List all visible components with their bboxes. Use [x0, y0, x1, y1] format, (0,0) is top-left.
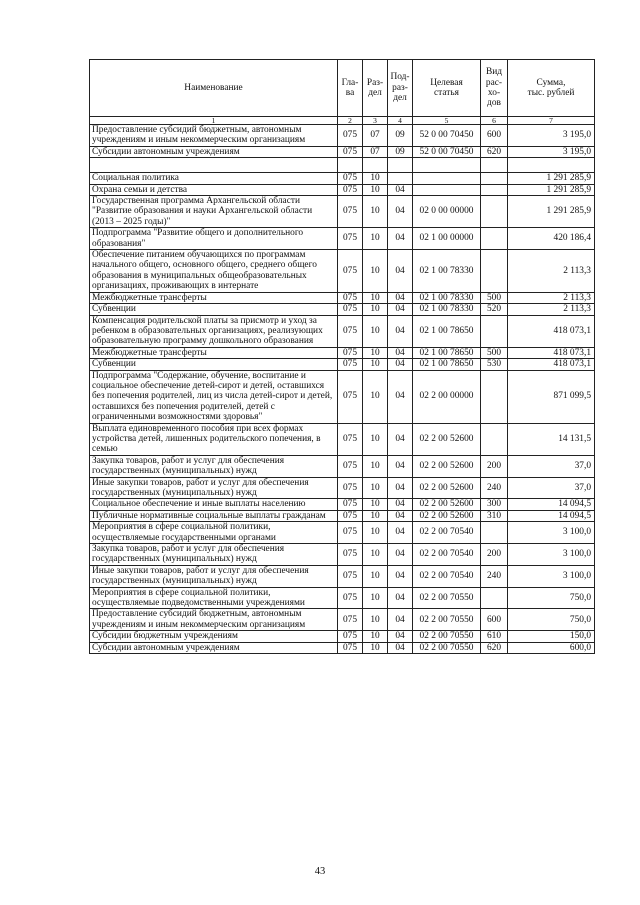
- cell-vid: [481, 423, 508, 455]
- cell-razdel: 10: [363, 477, 388, 499]
- cell-name: Предоставление субсидий бюджетным, автономным учреждениям и иным некоммерческим организациям: [90, 609, 338, 631]
- cell-razdel: 10: [363, 587, 388, 609]
- table-row: [90, 359, 595, 370]
- cell-razdel: 10: [363, 347, 388, 358]
- cell-podrazdel: 04: [388, 609, 413, 631]
- cell-glava: 075: [338, 250, 363, 293]
- cell-sum: [508, 158, 595, 173]
- cell-sum: 2 113,3: [508, 304, 595, 315]
- cell-podrazdel: 04: [388, 228, 413, 250]
- cell-sum: 418 073,1: [508, 347, 595, 358]
- cell-sum: 3 195,0: [508, 146, 595, 157]
- cell-vid: 500: [481, 347, 508, 358]
- cell-sum: 750,0: [508, 587, 595, 609]
- page-number: 43: [314, 866, 326, 877]
- table-body: [90, 125, 595, 654]
- cell-vid: [481, 315, 508, 347]
- header-row: [90, 60, 595, 117]
- table-row: [90, 315, 595, 347]
- cell-vid: 200: [481, 544, 508, 566]
- cell-glava: 075: [338, 125, 363, 147]
- cell-sum: 750,0: [508, 609, 595, 631]
- cell-razdel: 10: [363, 565, 388, 587]
- table-row: [90, 587, 595, 609]
- cell-sum: 14 094,5: [508, 510, 595, 521]
- cell-target: 02 0 00 00000: [413, 196, 481, 228]
- cell-sum: 2 113,3: [508, 250, 595, 293]
- cell-vid: 300: [481, 499, 508, 510]
- cell-sum: 3 195,0: [508, 125, 595, 147]
- cell-glava: 075: [338, 642, 363, 653]
- cell-razdel: 10: [363, 499, 388, 510]
- cell-glava: 075: [338, 370, 363, 423]
- cell-podrazdel: 04: [388, 250, 413, 293]
- cell-target: 02 2 00 52600: [413, 510, 481, 521]
- cell-sum: 37,0: [508, 477, 595, 499]
- cell-target: 02 1 00 00000: [413, 228, 481, 250]
- cell-sum: 1 291 285,9: [508, 196, 595, 228]
- cell-vid: [481, 158, 508, 173]
- cell-name: Выплата единовременного пособия при всех формах устройства детей, лишенных родительского попечения, в семью: [90, 423, 338, 455]
- budget-table: [89, 59, 595, 654]
- cell-vid: 310: [481, 510, 508, 521]
- cell-glava: 075: [338, 510, 363, 521]
- cell-name: Публичные нормативные социальные выплаты гражданам: [90, 510, 338, 521]
- cell-target: 02 2 00 70550: [413, 642, 481, 653]
- cell-razdel: 10: [363, 510, 388, 521]
- cell-podrazdel: 04: [388, 292, 413, 303]
- cell-podrazdel: 04: [388, 522, 413, 544]
- cell-sum: 14 131,5: [508, 423, 595, 455]
- cell-podrazdel: 04: [388, 370, 413, 423]
- cell-name: Государственная программа Архангельской области "Развитие образования и науки Архангельской области (2013 – 2025 годы)": [90, 196, 338, 228]
- cell-sum: 37,0: [508, 455, 595, 477]
- cell-vid: 620: [481, 642, 508, 653]
- cell-sum: 418 073,1: [508, 315, 595, 347]
- table-row: [90, 499, 595, 510]
- cell-target: [413, 184, 481, 195]
- cell-podrazdel: 04: [388, 184, 413, 195]
- cell-glava: 075: [338, 565, 363, 587]
- table-row: [90, 631, 595, 642]
- cell-name: Социальное обеспечение и иные выплаты населению: [90, 499, 338, 510]
- cell-glava: 075: [338, 304, 363, 315]
- cell-podrazdel: 04: [388, 347, 413, 358]
- cell-podrazdel: 04: [388, 359, 413, 370]
- cell-target: 02 2 00 52600: [413, 455, 481, 477]
- cell-sum: 2 113,3: [508, 292, 595, 303]
- cell-podrazdel: 04: [388, 196, 413, 228]
- cell-name: Субвенции: [90, 359, 338, 370]
- cell-vid: 240: [481, 565, 508, 587]
- cell-podrazdel: 04: [388, 587, 413, 609]
- header-glava: Гла- ва: [338, 60, 363, 117]
- column-number: 2: [338, 117, 363, 125]
- table-row: [90, 250, 595, 293]
- cell-glava: 075: [338, 359, 363, 370]
- cell-vid: 600: [481, 125, 508, 147]
- cell-target: 02 1 00 78650: [413, 359, 481, 370]
- table-row: [90, 146, 595, 157]
- cell-name: Предоставление субсидий бюджетным, автономным учреждениям и иным некоммерческим организациям: [90, 125, 338, 147]
- cell-glava: 075: [338, 609, 363, 631]
- table-row: [90, 158, 595, 173]
- cell-target: 02 2 00 70540: [413, 565, 481, 587]
- cell-razdel: 10: [363, 184, 388, 195]
- cell-razdel: 10: [363, 544, 388, 566]
- cell-target: 02 2 00 70550: [413, 609, 481, 631]
- table-row: [90, 423, 595, 455]
- cell-vid: 610: [481, 631, 508, 642]
- cell-razdel: 10: [363, 522, 388, 544]
- cell-target: [413, 173, 481, 184]
- cell-vid: [481, 184, 508, 195]
- cell-glava: 075: [338, 423, 363, 455]
- cell-podrazdel: [388, 158, 413, 173]
- cell-target: 02 2 00 70540: [413, 544, 481, 566]
- cell-podrazdel: 09: [388, 125, 413, 147]
- cell-razdel: 10: [363, 315, 388, 347]
- cell-glava: [338, 158, 363, 173]
- cell-razdel: 10: [363, 173, 388, 184]
- cell-target: 02 1 00 78330: [413, 292, 481, 303]
- table-row: [90, 184, 595, 195]
- cell-podrazdel: 04: [388, 510, 413, 521]
- table-row: [90, 609, 595, 631]
- cell-glava: 075: [338, 173, 363, 184]
- cell-target: 52 0 00 70450: [413, 125, 481, 147]
- cell-vid: 620: [481, 146, 508, 157]
- cell-vid: [481, 522, 508, 544]
- column-number: 3: [363, 117, 388, 125]
- cell-podrazdel: 04: [388, 304, 413, 315]
- cell-glava: 075: [338, 347, 363, 358]
- cell-glava: 075: [338, 292, 363, 303]
- table-row: [90, 455, 595, 477]
- cell-vid: [481, 250, 508, 293]
- cell-sum: 14 094,5: [508, 499, 595, 510]
- table-row: [90, 510, 595, 521]
- cell-glava: 075: [338, 228, 363, 250]
- cell-sum: 3 100,0: [508, 544, 595, 566]
- cell-name: [90, 158, 338, 173]
- column-number-row: [90, 117, 595, 125]
- cell-glava: 075: [338, 146, 363, 157]
- cell-sum: 871 099,5: [508, 370, 595, 423]
- table-row: [90, 196, 595, 228]
- table-row: [90, 370, 595, 423]
- cell-razdel: 10: [363, 631, 388, 642]
- column-number: 5: [413, 117, 481, 125]
- cell-name: Социальная политика: [90, 173, 338, 184]
- table-row: [90, 522, 595, 544]
- cell-sum: 3 100,0: [508, 522, 595, 544]
- cell-glava: 075: [338, 477, 363, 499]
- cell-sum: 420 186,4: [508, 228, 595, 250]
- table-row: [90, 565, 595, 587]
- cell-name: Компенсация родительской платы за присмотр и уход за ребенком в образовательных организациях, реализующих образовательную программу дошкольного образования: [90, 315, 338, 347]
- cell-podrazdel: 04: [388, 315, 413, 347]
- cell-sum: 1 291 285,9: [508, 173, 595, 184]
- cell-target: 02 1 00 78650: [413, 347, 481, 358]
- cell-name: Закупка товаров, работ и услуг для обеспечения государственных (муниципальных) нужд: [90, 455, 338, 477]
- column-number: 1: [90, 117, 338, 125]
- cell-vid: [481, 228, 508, 250]
- cell-vid: 520: [481, 304, 508, 315]
- cell-name: Закупка товаров, работ и услуг для обеспечения государственных (муниципальных) нужд: [90, 544, 338, 566]
- cell-name: Субсидии бюджетным учреждениям: [90, 631, 338, 642]
- cell-vid: [481, 370, 508, 423]
- cell-target: 02 2 00 70550: [413, 631, 481, 642]
- cell-target: 02 1 00 78330: [413, 304, 481, 315]
- cell-target: 02 1 00 78330: [413, 250, 481, 293]
- table-row: [90, 544, 595, 566]
- cell-podrazdel: 04: [388, 631, 413, 642]
- cell-vid: 530: [481, 359, 508, 370]
- cell-name: Межбюджетные трансферты: [90, 347, 338, 358]
- cell-podrazdel: 09: [388, 146, 413, 157]
- cell-target: 02 2 00 52600: [413, 499, 481, 510]
- cell-razdel: [363, 158, 388, 173]
- cell-sum: 150,0: [508, 631, 595, 642]
- cell-vid: 240: [481, 477, 508, 499]
- cell-vid: 600: [481, 609, 508, 631]
- cell-glava: 075: [338, 587, 363, 609]
- cell-glava: 075: [338, 315, 363, 347]
- cell-razdel: 10: [363, 642, 388, 653]
- cell-sum: 600,0: [508, 642, 595, 653]
- cell-target: [413, 158, 481, 173]
- cell-razdel: 10: [363, 250, 388, 293]
- cell-vid: 500: [481, 292, 508, 303]
- cell-sum: 418 073,1: [508, 359, 595, 370]
- table-row: [90, 173, 595, 184]
- cell-name: Субсидии автономным учреждениям: [90, 642, 338, 653]
- table-row: [90, 642, 595, 653]
- cell-razdel: 10: [363, 196, 388, 228]
- cell-target: 02 2 00 70540: [413, 522, 481, 544]
- header-vid: Вид рас- хо- дов: [481, 60, 508, 117]
- cell-name: Подпрограмма "Развитие общего и дополнительного образования": [90, 228, 338, 250]
- cell-razdel: 10: [363, 304, 388, 315]
- cell-podrazdel: 04: [388, 455, 413, 477]
- column-number: 7: [508, 117, 595, 125]
- cell-vid: [481, 196, 508, 228]
- column-number: 6: [481, 117, 508, 125]
- cell-glava: 075: [338, 631, 363, 642]
- cell-name: Охрана семьи и детства: [90, 184, 338, 195]
- table-row: [90, 125, 595, 147]
- cell-target: 02 2 00 70550: [413, 587, 481, 609]
- cell-glava: 075: [338, 499, 363, 510]
- cell-razdel: 07: [363, 146, 388, 157]
- cell-glava: 075: [338, 196, 363, 228]
- cell-razdel: 10: [363, 455, 388, 477]
- cell-target: 02 2 00 00000: [413, 370, 481, 423]
- cell-glava: 075: [338, 455, 363, 477]
- cell-name: Иные закупки товаров, работ и услуг для обеспечения государственных (муниципальных) нужд: [90, 477, 338, 499]
- cell-glava: 075: [338, 522, 363, 544]
- table-row: [90, 228, 595, 250]
- table-row: [90, 292, 595, 303]
- cell-razdel: 07: [363, 125, 388, 147]
- header-name: Наименование: [90, 60, 338, 117]
- cell-razdel: 10: [363, 423, 388, 455]
- header-target: Целевая статья: [413, 60, 481, 117]
- cell-name: Мероприятия в сфере социальной политики, осуществляемые государственными органами: [90, 522, 338, 544]
- table-row: [90, 347, 595, 358]
- cell-name: Иные закупки товаров, работ и услуг для обеспечения государственных (муниципальных) нужд: [90, 565, 338, 587]
- cell-name: Подпрограмма "Содержание, обучение, воспитание и социальное обеспечение детей-сирот и детей, оставшихся без попечения родителей, лиц из числа детей-сирот и детей, оставшихся без попечения родителей, детей с ограниченными возможностями здоровья": [90, 370, 338, 423]
- cell-target: 02 1 00 78650: [413, 315, 481, 347]
- cell-podrazdel: [388, 173, 413, 184]
- cell-podrazdel: 04: [388, 565, 413, 587]
- cell-name: Мероприятия в сфере социальной политики, осуществляемые подведомственными учреждениями: [90, 587, 338, 609]
- header-podrazdel: Под- раз- дел: [388, 60, 413, 117]
- table-row: [90, 477, 595, 499]
- cell-vid: [481, 173, 508, 184]
- cell-razdel: 10: [363, 292, 388, 303]
- cell-vid: [481, 587, 508, 609]
- cell-name: Субсидии автономным учреждениям: [90, 146, 338, 157]
- cell-name: Субвенции: [90, 304, 338, 315]
- cell-podrazdel: 04: [388, 423, 413, 455]
- cell-razdel: 10: [363, 228, 388, 250]
- header-razdel: Раз- дел: [363, 60, 388, 117]
- table-row: [90, 304, 595, 315]
- cell-podrazdel: 04: [388, 544, 413, 566]
- cell-sum: 1 291 285,9: [508, 184, 595, 195]
- cell-name: Межбюджетные трансферты: [90, 292, 338, 303]
- cell-podrazdel: 04: [388, 642, 413, 653]
- cell-podrazdel: 04: [388, 477, 413, 499]
- cell-podrazdel: 04: [388, 499, 413, 510]
- header-sum: Сумма, тыс. рублей: [508, 60, 595, 117]
- cell-razdel: 10: [363, 370, 388, 423]
- cell-vid: 200: [481, 455, 508, 477]
- cell-sum: 3 100,0: [508, 565, 595, 587]
- cell-name: Обеспечение питанием обучающихся по программам начального общего, основного общего, среднего общего образования в муниципальных общеобразовательных организациях, проживающих в интернате: [90, 250, 338, 293]
- cell-target: 52 0 00 70450: [413, 146, 481, 157]
- column-number: 4: [388, 117, 413, 125]
- cell-razdel: 10: [363, 609, 388, 631]
- cell-glava: 075: [338, 544, 363, 566]
- cell-target: 02 2 00 52600: [413, 477, 481, 499]
- cell-razdel: 10: [363, 359, 388, 370]
- cell-glava: 075: [338, 184, 363, 195]
- cell-target: 02 2 00 52600: [413, 423, 481, 455]
